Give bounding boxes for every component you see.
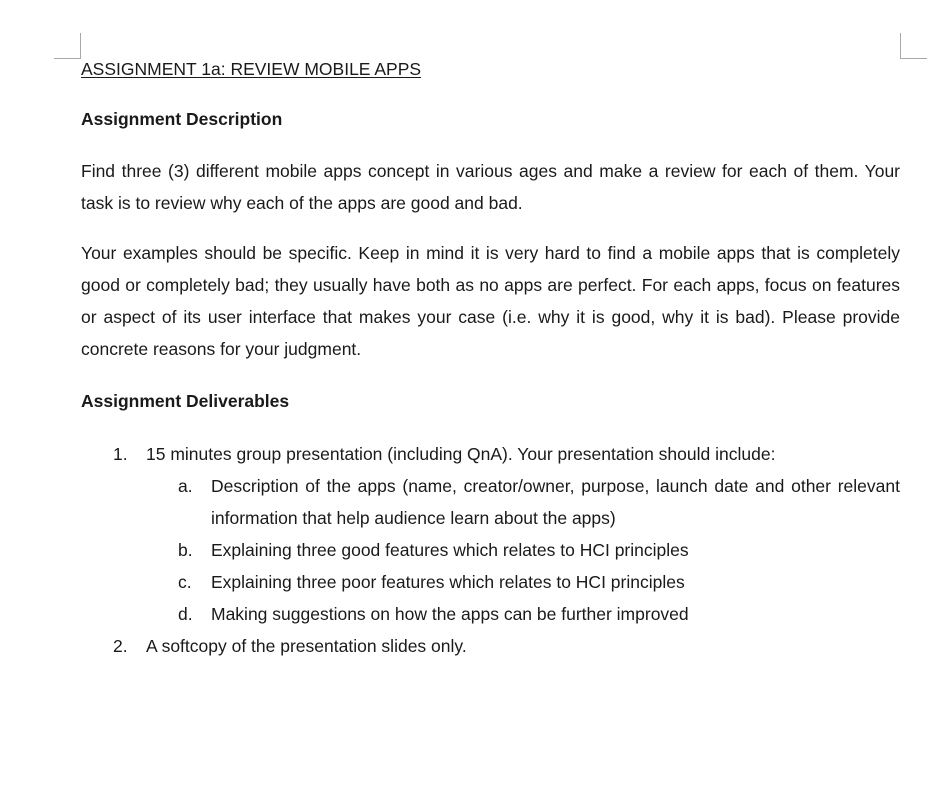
sub-list-item-letter: b.	[178, 540, 193, 560]
description-paragraph: Your examples should be specific. Keep in mind it is very hard to find a mobile apps that is completely good or completely bad; they usually have both as no apps are perfect. For each apps, focus on features or aspect of its user interface that makes your case (i.e. why it is good, why it is bad). Please provide concrete reasons for your judgment.	[81, 243, 900, 359]
sub-list-item-text: Description of the apps (name, creator/owner, purpose, launch date and other relevant information that help audience learn about the apps)	[211, 476, 900, 528]
deliverables-list	[81, 438, 900, 662]
section-heading-deliverables: Assignment Deliverables	[81, 391, 290, 411]
document-title: ASSIGNMENT 1a: REVIEW MOBILE APPS	[81, 59, 422, 79]
list-item	[81, 630, 900, 662]
sub-list-item-letter: d.	[178, 604, 193, 624]
sub-list-item-letter: a.	[178, 476, 193, 496]
list-item	[81, 438, 900, 470]
list-item-number: 1.	[113, 444, 128, 464]
sub-list-item	[146, 598, 900, 630]
sub-list-item-text: Explaining three poor features which relates to HCI principles	[211, 572, 685, 592]
section-heading-description: Assignment Description	[81, 109, 283, 129]
list-item-number: 2.	[113, 636, 128, 656]
list-item-text: 15 minutes group presentation (including QnA). Your presentation should include:	[146, 444, 776, 464]
description-paragraph: Find three (3) different mobile apps concept in various ages and make a review for each of them. Your task is to review why each of the apps are good and bad.	[81, 161, 900, 213]
list-item-text: A softcopy of the presentation slides only.	[146, 636, 467, 656]
sub-list-item-letter: c.	[178, 572, 192, 592]
sub-list-item	[146, 470, 900, 534]
sub-list-item	[146, 534, 900, 566]
sub-list-item-text: Making suggestions on how the apps can be further improved	[211, 604, 689, 624]
page-corner-mark-top-left	[54, 58, 81, 59]
sub-list-item	[146, 566, 900, 598]
page-corner-mark-top-right	[900, 33, 901, 59]
sub-list-item-text: Explaining three good features which relates to HCI principles	[211, 540, 689, 560]
page-corner-mark-top-right	[900, 58, 927, 59]
document-page	[81, 56, 900, 662]
